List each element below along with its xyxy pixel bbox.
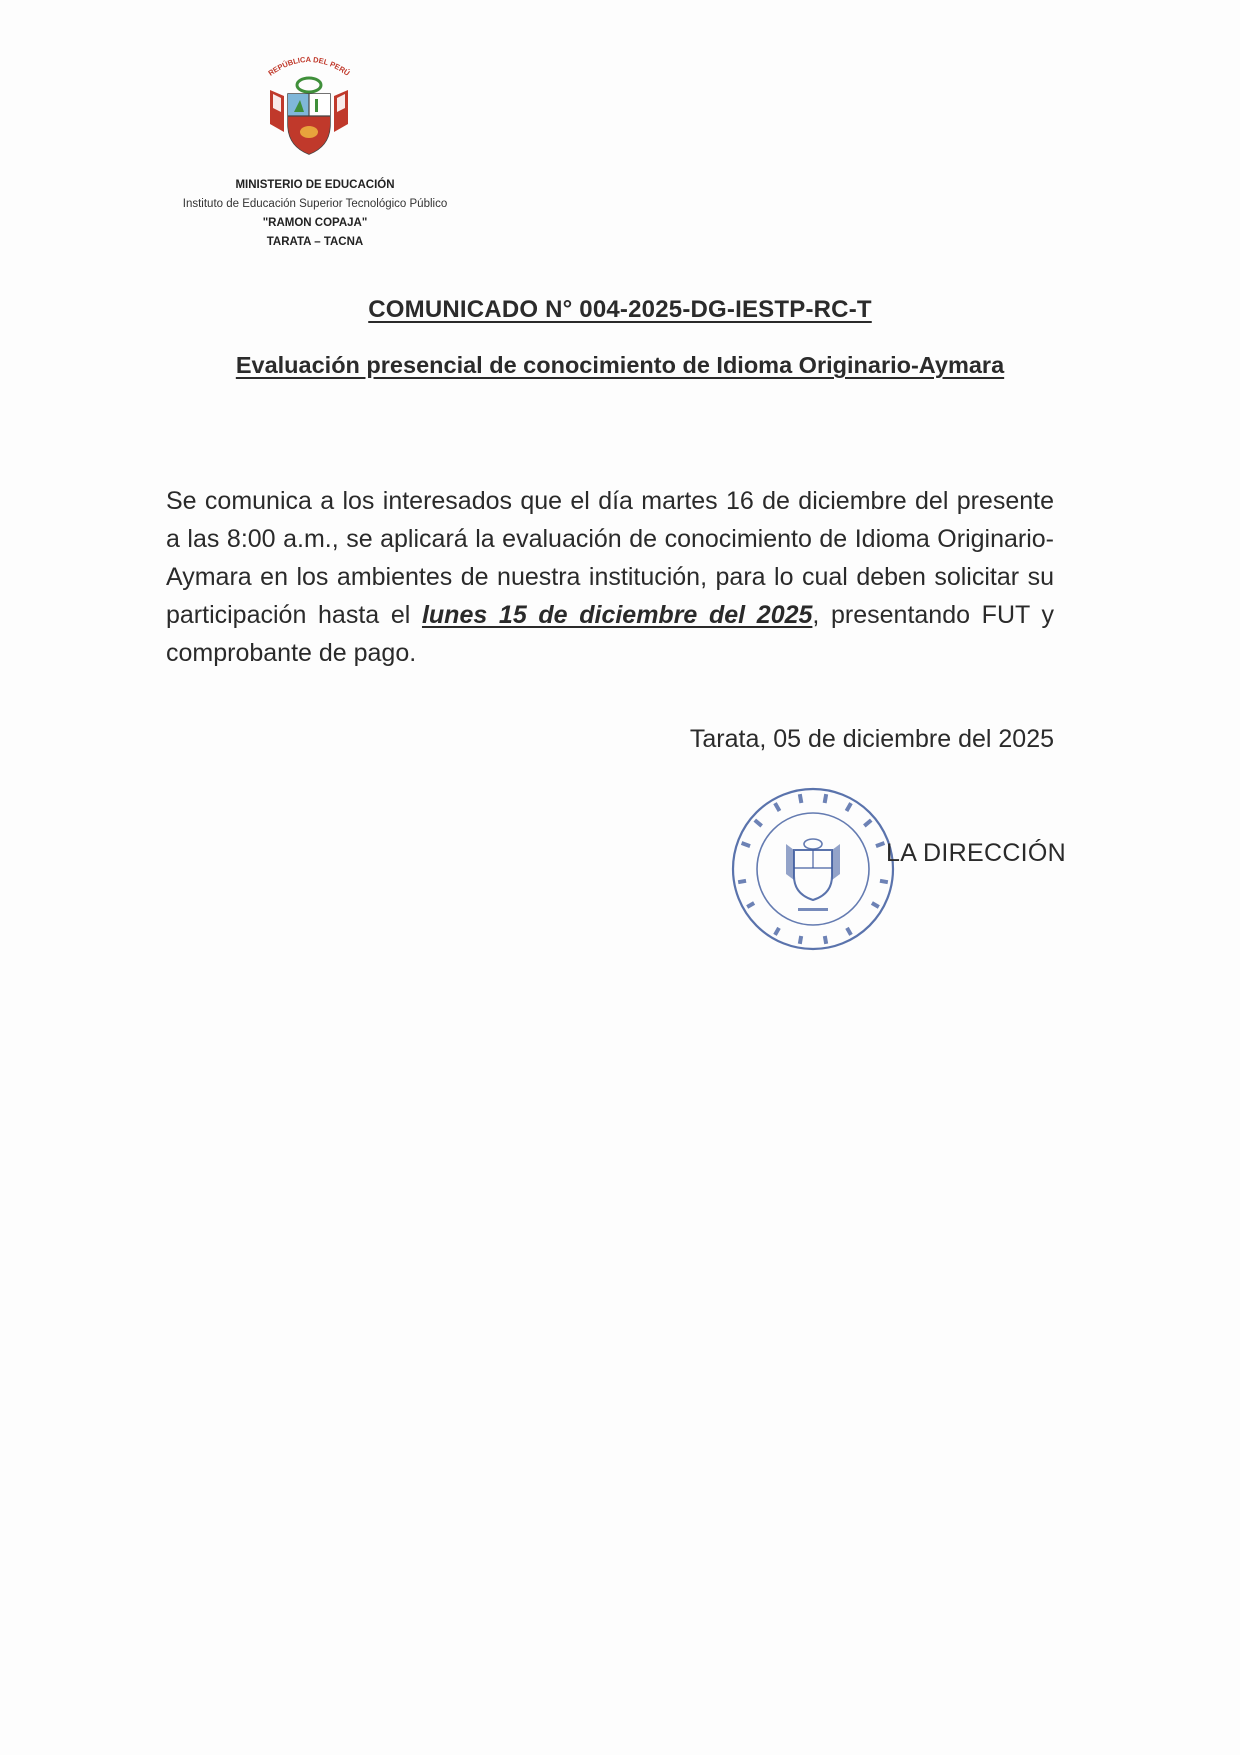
crest-caption: REPÚBLICA DEL PERÚ xyxy=(266,54,352,78)
institute-location: TARATA – TACNA xyxy=(266,236,364,248)
peru-coat-of-arms-icon xyxy=(254,50,364,162)
letterhead xyxy=(150,50,480,252)
institute-name: "RAMON COPAJA" xyxy=(262,217,368,229)
signature-area xyxy=(728,784,1068,964)
body-text-part-1: Se comunica a los interesados que el día martes 16 de diciembre del presente a las 8:00 a.m., se aplicará la evaluación de conocimiento de Idioma Originario-Aymara en los ambientes de nuestra institución, para lo cual deben solicitar su participación hasta el xyxy=(166,487,1054,629)
date-line: Tarata, 05 de diciembre del 2025 xyxy=(689,725,1054,753)
official-stamp-seal xyxy=(728,784,898,954)
communique-title: COMUNICADO N° 004-2025-DG-IESTP-RC-T xyxy=(368,296,872,323)
communique-body xyxy=(166,482,1054,672)
signature-label: LA DIRECCIÓN xyxy=(886,839,1067,867)
deadline-emphasis: lunes 15 de diciembre del 2025 xyxy=(421,601,813,629)
institute-type: Instituto de Educación Superior Tecnológico Público xyxy=(182,198,448,210)
crest-shield-icon xyxy=(264,72,354,162)
ministry-name: MINISTERIO DE EDUCACIÓN xyxy=(235,179,395,191)
communique-subtitle: Evaluación presencial de conocimiento de Idioma Originario-Aymara xyxy=(235,352,1005,378)
stamp-lettering-marks xyxy=(738,794,888,944)
body-text-part-2: , presentando FUT y comprobante de pago. xyxy=(166,601,1054,667)
